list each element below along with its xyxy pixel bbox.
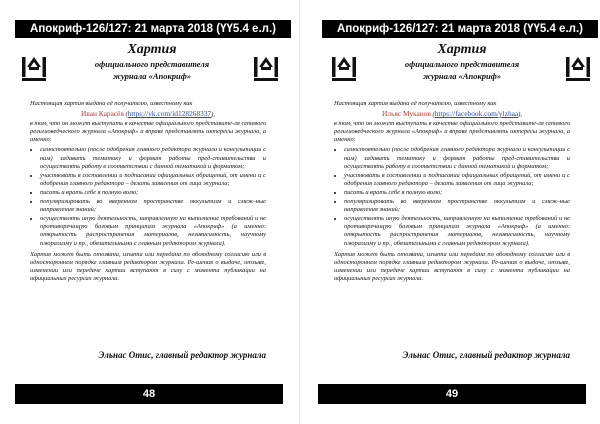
list-item: • самостоятельно (после одобрения главного редактора журнала и консультации с ним) задавать тематику и формат работы пред-ставительства и осуществлять работу в соответствии с данной тематикой и форматом; xyxy=(344,146,570,170)
after-url-text: в том, что он может выступать в качестве официального представите-ля сетевого религиоведческого журнала «Апокриф» и вправе представлять интересы журнала, а именно: xyxy=(334,120,570,144)
page-number: 48 xyxy=(15,384,283,404)
charter-subtitle: официального представителя xyxy=(94,59,210,69)
list-item: • осуществлять иную деятельность, направленную на выполнение требований и не противоречащую базовым принципам журнала «Апокриф» (а именно: открытость распространения материалов, независимость, научному плюрализму и пр., обязательными с главным редактором журнала). xyxy=(40,215,266,247)
representative-line: Ильяс Муканов (https://facebook.com/ylzhaa), xyxy=(382,109,522,119)
list-item: • писать и врать себе в полную волю; xyxy=(40,189,266,197)
list-item: • писать и врать себе в полную волю; xyxy=(344,189,570,197)
list-item: • осуществлять иную деятельность, направленную на выполнение требований и не противоречащую базовым принципам журнала «Апокриф» (а именно: открытость распространения материалов, независимость, научному плюрализму и пр., обязательными с главным редактором журнала). xyxy=(344,215,570,247)
charter-title-block xyxy=(62,42,242,82)
apokrif-logo-icon xyxy=(252,55,280,83)
charter-subtitle: официального представителя xyxy=(404,59,520,69)
editor-signature: Эльнас Отис, главный редактор журнала xyxy=(98,350,266,360)
rights-list xyxy=(334,146,570,247)
charter-journal: журнала «Апокриф» xyxy=(112,71,192,81)
apokrif-logo-icon xyxy=(20,55,48,83)
representative-url[interactable]: https://vk.com/id128268337 xyxy=(127,109,212,119)
after-url-text: в том, что он может выступать в качестве официального представите-ля сетевого религиоведческого журнала «Апокриф» и вправе представлять интересы журнала, а именно: xyxy=(30,120,266,144)
closing-text: Хартия может быть отозвана, изъята или передана по обоюдному согласию или в одностороннем порядке главным редактором журнала. Ре-шения о выдаче, отзыве, изменении или передаче хартии вступают в силу с момента публикации на официальных ресурсах журнала. xyxy=(334,250,570,282)
intro-text: Настоящая хартия выдана её получателю, известному как xyxy=(334,100,497,107)
page-right xyxy=(300,0,600,424)
charter-title: Хартия xyxy=(127,42,177,57)
list-item: • популяризировать во вверенном пространстве оккультизм и смеж-ные направления знаний; xyxy=(344,198,570,214)
representative-name[interactable]: Ильяс Муканов xyxy=(382,109,431,119)
representative-name[interactable]: Иван Карасёв xyxy=(81,109,124,119)
apokrif-logo-icon xyxy=(330,55,358,83)
closing-text: Хартия может быть отозвана, изъята или передана по обоюдному согласию или в одностороннем порядке главным редактором журнала. Ре-шения о выдаче, отзыве, изменении или передаче хартии вступают в силу с момента публикации на официальных ресурсах журнала. xyxy=(30,250,266,282)
page-number: 49 xyxy=(318,384,586,404)
charter-title: Хартия xyxy=(437,42,487,57)
list-item: • участвовать в составлении и подписании официальных обращений, от имени и с одобрения главного редактора – делать заявления от лица журнала; xyxy=(344,172,570,188)
editor-signature: Эльнас Отис, главный редактор журнала xyxy=(402,350,570,360)
charter-journal: журнала «Апокриф» xyxy=(422,71,502,81)
list-item: • популяризировать во вверенном пространстве оккультизм и смеж-ные направления знаний; xyxy=(40,198,266,214)
page-header: Апокриф-126/127: 21 марта 2018 (ҮҮ5.4 е.л.) xyxy=(15,20,291,38)
charter-body xyxy=(334,100,570,285)
representative-url[interactable]: https://facebook.com/ylzhaa xyxy=(434,109,519,119)
list-item: • участвовать в составлении и подписании официальных обращений, от имени и с одобрения главного редактора – делать заявления от лица журнала; xyxy=(40,172,266,188)
page-header: Апокриф-126/127: 21 марта 2018 (ҮҮ5.4 е.л.) xyxy=(322,20,598,38)
charter-body xyxy=(30,100,266,285)
charter-title-block xyxy=(372,42,552,82)
rights-list xyxy=(30,146,266,247)
apokrif-logo-icon xyxy=(564,55,592,83)
list-item: • самостоятельно (после одобрения главного редактора журнала и консультации с ним) задавать тематику и формат работы пред-ставительства и осуществлять работу в соответствии с данной тематикой и форматом; xyxy=(40,146,266,170)
intro-text: Настоящая хартия выдана её получателю, известному как xyxy=(30,100,193,107)
representative-line: Иван Карасёв (https://vk.com/id128268337), xyxy=(81,109,215,119)
